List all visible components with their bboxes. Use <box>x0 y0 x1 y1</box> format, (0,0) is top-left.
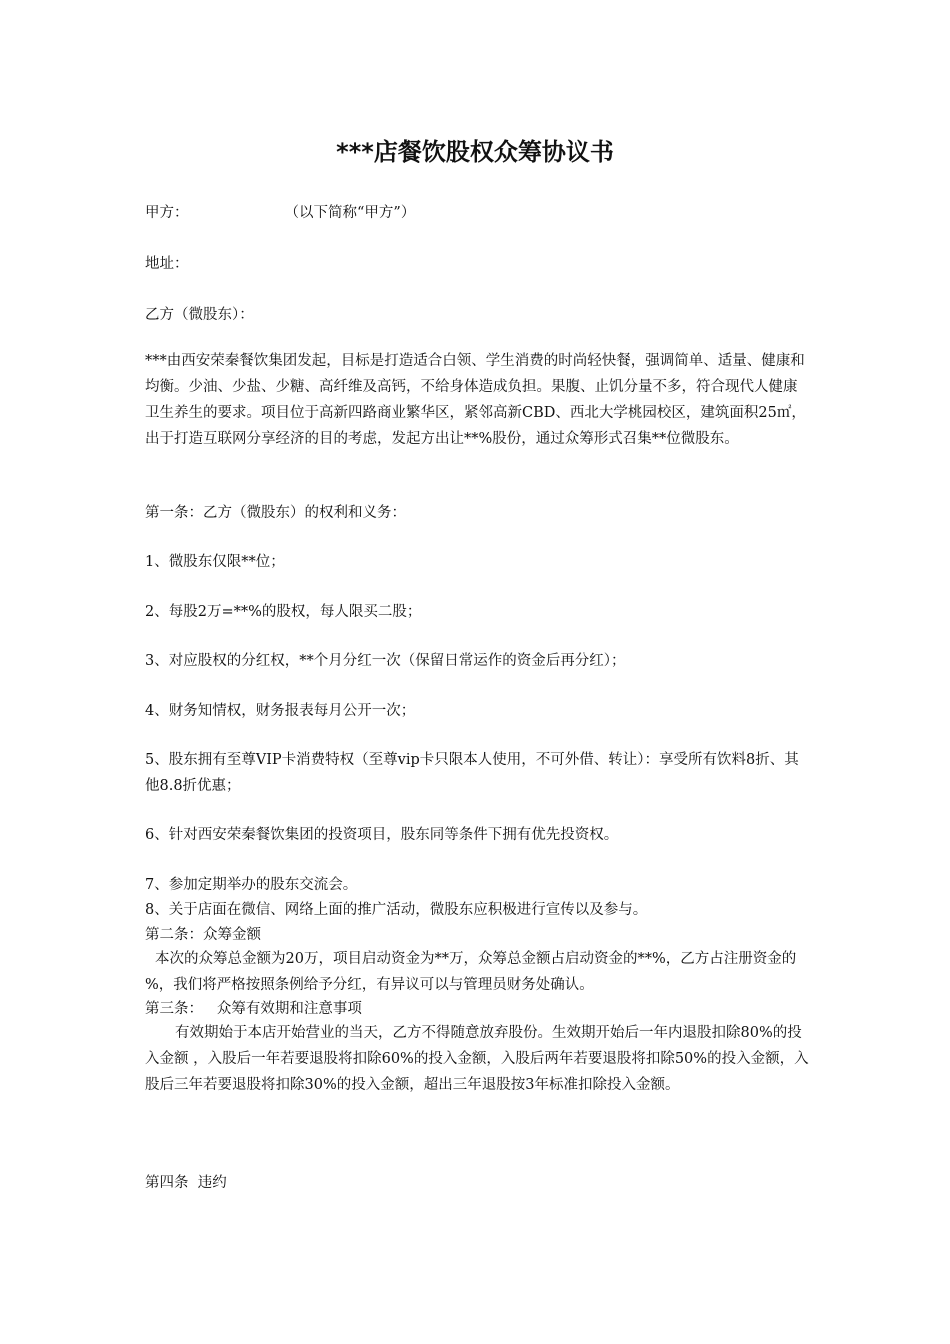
intro-paragraph: ***由西安荣秦餐饮集团发起，目标是打造适合白领、学生消费的时尚轻快餐，强调简单、适量、健康和均衡。少油、少盐、少糖、高纤维及高钙，不给身体造成负担。果腹、止饥分量不多，符合现代人健康卫生养生的要求。项目位于高新四路商业繁华区，紧邻高新CBD、西北大学桃园校区，建筑面积25㎡，出于打造互联网分享经济的目的考虑，发起方出让**%股份，通过众筹形式召集**位微股东。 <box>145 353 806 447</box>
article1-item: 7、参加定期举办的股东交流会。 <box>145 877 358 893</box>
article1-item: 6、针对西安荣秦餐饮集团的投资项目，股东同等条件下拥有优先投资权。 <box>145 827 619 843</box>
article2-heading: 第二条：众筹金额 <box>145 927 261 943</box>
article4-heading: 第四条 违约 <box>145 1175 227 1191</box>
article1-item: 8、关于店面在微信、网络上面的推广活动，微股东应积极进行宣传以及参与。 <box>145 902 648 918</box>
party-b-line: 乙方（微股东）： <box>145 307 254 323</box>
party-a-note: （以下简称“甲方”） <box>284 205 416 221</box>
document-title: ***店餐饮股权众筹协议书 <box>336 138 614 166</box>
party-a-line <box>145 200 810 226</box>
address-line: 地址： <box>145 256 189 272</box>
article2-body: 本次的众筹总金额为20万，项目启动资金为**万，众筹总金额占启动资金的**%，乙方占注册资金的 %，我们将严格按照条例给予分红，有异议可以与管理员财务处确认。 <box>145 951 806 993</box>
article1-item: 1、微股东仅限**位； <box>145 554 285 570</box>
article1-item: 5、股东拥有至尊VIP卡消费特权（至尊vip卡只限本人使用，不可外借、转让）：享受所有饮料8折、其他8.8折优惠； <box>145 752 799 794</box>
article1-item: 4、财务知情权，财务报表每月公开一次； <box>145 703 416 719</box>
party-a-label: 甲方： <box>145 205 189 221</box>
article3-body: 有效期始于本店开始营业的当天，乙方不得随意放弃股份。生效期开始后一年内退股扣除80%的投入金额 ，入股后一年若要退股将扣除60%的投入金额，入股后两年若要退股将扣除50%的投入金额，入股后三年若要退股将扣除30%的投入金额，超出三年退股按3年标准扣除投入金额。 <box>145 1025 809 1093</box>
article1-item: 2、每股2万=**%的股权，每人限买二股； <box>145 604 422 620</box>
article1-item: 3、对应股权的分红权，**个月分红一次（保留日常运作的资金后再分红）； <box>145 653 626 669</box>
article3-heading: 第三条： 众筹有效期和注意事项 <box>145 1001 362 1017</box>
article1-heading: 第一条：乙方（微股东）的权利和义务： <box>145 505 406 521</box>
